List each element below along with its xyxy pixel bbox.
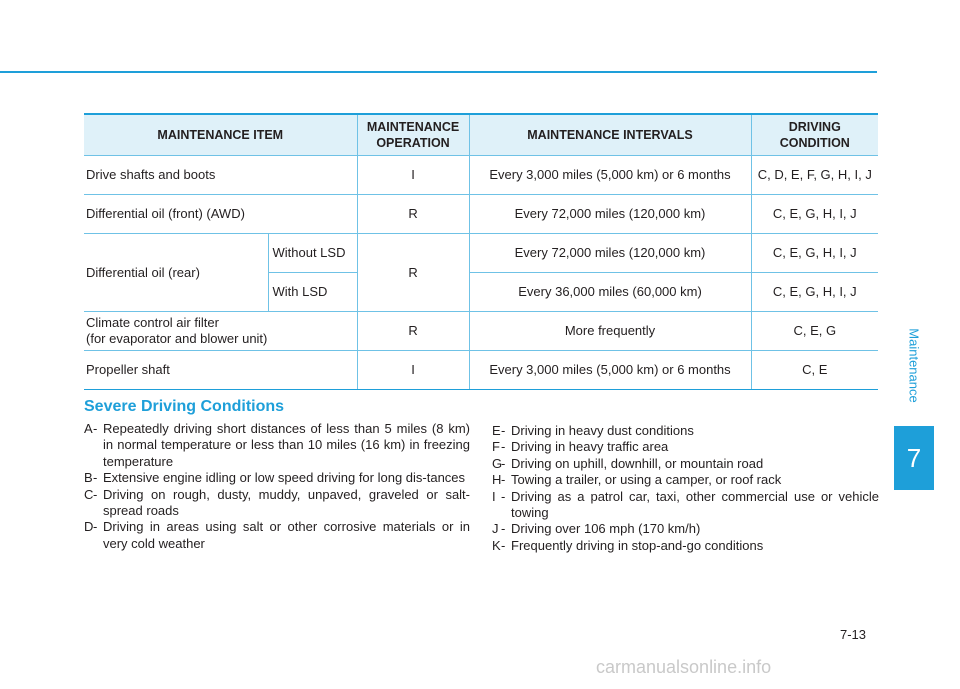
condition-code: E [492, 423, 501, 438]
condition-text: Driving in areas using salt or other corrosive materials or in very cold weather [103, 519, 470, 551]
list-item: F- Driving in heavy traffic area [492, 439, 669, 455]
page-number: 7-13 [840, 627, 867, 642]
item-cell: Drive shafts and boots [84, 156, 357, 195]
condition-text: Driving as a patrol car, taxi, other commercial use or vehicle towing [511, 488, 879, 521]
operation-cell: I [357, 156, 469, 195]
condition-text: Driving in heavy dust conditions [511, 423, 694, 438]
condition-cell: C, D, E, F, G, H, I, J [751, 156, 878, 195]
list-item: J - Driving over 106 mph (170 km/h) [492, 521, 701, 537]
sub-item-cell: Without LSD [268, 234, 357, 273]
table-row [84, 351, 878, 390]
condition-list-left [84, 421, 470, 552]
condition-code: C [84, 486, 94, 502]
item-cell: Propeller shaft [84, 351, 357, 390]
condition-code: J [492, 521, 499, 537]
interval-cell: Every 3,000 miles (5,000 km) or 6 months [469, 351, 751, 390]
table-row [84, 234, 878, 273]
condition-cell: C, E, G, H, I, J [751, 234, 878, 273]
item-cell: Differential oil (rear) [84, 234, 268, 312]
list-item: D- Driving in areas using salt or other corrosive materials or in very cold weather [84, 519, 470, 551]
section-title: Severe Driving Conditions [84, 398, 285, 415]
condition-code: H [492, 472, 502, 488]
operation-cell: R [357, 312, 469, 351]
header-rule [0, 71, 877, 73]
interval-cell: Every 36,000 miles (60,000 km) [469, 273, 751, 312]
operation-cell: I [357, 351, 469, 390]
list-item: E- Driving in heavy dust conditions [492, 423, 694, 438]
condition-list-right [492, 423, 879, 554]
watermark: carmanualsonline.info [596, 657, 772, 677]
interval-cell: Every 3,000 miles (5,000 km) or 6 months [469, 156, 751, 195]
condition-text: Driving over 106 mph (170 km/h) [511, 521, 701, 537]
table-row [84, 156, 878, 195]
condition-cell: C, E, G [751, 312, 878, 351]
condition-cell: C, E, G, H, I, J [751, 273, 878, 312]
header-driving-condition: DRIVING CONDITION [751, 114, 878, 156]
interval-cell: More frequently [469, 312, 751, 351]
sub-item-cell: With LSD [268, 273, 357, 312]
condition-cell: C, E, G, H, I, J [751, 195, 878, 234]
condition-code: D [84, 519, 94, 535]
condition-code: G [492, 455, 503, 471]
header-maintenance-operation: MAINTENANCE OPERATION [357, 114, 469, 156]
operation-cell: R [357, 234, 469, 312]
maintenance-table [84, 113, 878, 390]
condition-text: Towing a trailer, or using a camper, or roof rack [511, 472, 782, 488]
header-maintenance-item: MAINTENANCE ITEM [84, 114, 357, 156]
condition-text: Repeatedly driving short distances of less than 5 miles (8 km) in normal temperature or less than 10 miles (16 km) in freezing temperature [103, 421, 470, 469]
chapter-number-badge: 7 [894, 426, 934, 490]
interval-cell: Every 72,000 miles (120,000 km) [469, 195, 751, 234]
table-row [84, 195, 878, 234]
list-item: A- Repeatedly driving short distances of less than 5 miles (8 km) in normal temperature or less than 10 miles (16 km) in freezing temperature [84, 421, 470, 469]
table-row [84, 312, 878, 351]
list-item: K- Frequently driving in stop-and-go conditions [492, 537, 764, 553]
chapter-tab-label: Maintenance [906, 327, 922, 403]
condition-text: Driving on rough, dusty, muddy, unpaved, graveled or salt-spread roads [103, 486, 470, 519]
condition-text: Frequently driving in stop-and-go conditions [511, 537, 764, 553]
item-cell [84, 312, 357, 351]
condition-code: F [492, 439, 500, 455]
header-maintenance-intervals: MAINTENANCE INTERVALS [469, 114, 751, 156]
condition-code: I [492, 488, 496, 504]
condition-code: K [492, 537, 501, 553]
list-item: G- Driving on uphill, downhill, or mountain road [492, 455, 764, 471]
chapter-tab [902, 310, 926, 420]
condition-code: B [84, 470, 93, 486]
list-item: I - Driving as a patrol car, taxi, other commercial use or vehicle towing [492, 488, 879, 521]
condition-text: Extensive engine idling or low speed driving for long dis-tances [103, 470, 466, 486]
list-item: B- Extensive engine idling or low speed driving for long dis-tances [84, 470, 466, 486]
item-line: (for evaporator and blower unit) [86, 331, 268, 346]
operation-cell: R [357, 195, 469, 234]
list-item: C- Driving on rough, dusty, muddy, unpaved, graveled or salt-spread roads [84, 486, 470, 519]
item-line: Climate control air filter [86, 315, 219, 330]
item-cell: Differential oil (front) (AWD) [84, 195, 357, 234]
interval-cell: Every 72,000 miles (120,000 km) [469, 234, 751, 273]
condition-text: Driving in heavy traffic area [511, 439, 669, 455]
condition-text: Driving on uphill, downhill, or mountain road [511, 455, 764, 471]
condition-code: A [84, 421, 93, 436]
list-item: H- Towing a trailer, or using a camper, or roof rack [492, 472, 782, 488]
condition-cell: C, E [751, 351, 878, 390]
table-header-row [84, 114, 878, 156]
